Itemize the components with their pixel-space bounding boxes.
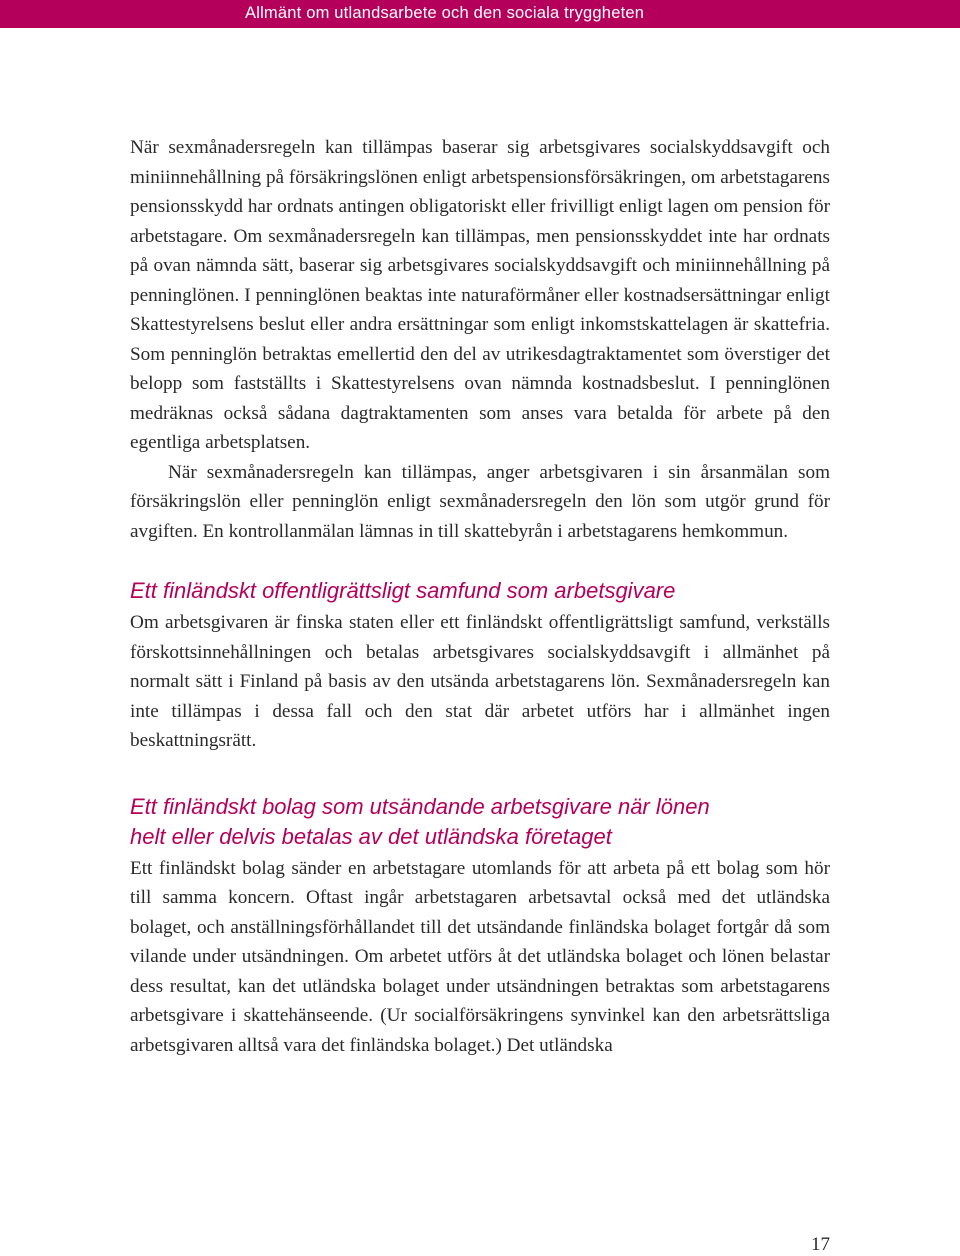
header-bar: [0, 0, 960, 28]
paragraph-finnish-company: Ett finländskt bolag sänder en arbetstagare utomlands för att arbeta på ett bolag som hör till samma koncern. Oftast ingår arbetstagaren arbetsavtal också med det utländska bolaget, och anställningsförhållandet till det utsändande finländska bolaget fortgår då som vilande under utsändningen. Om arbetet utförs åt det utländska bolaget och lönen belastar dess resultat, kan det utländska bolaget under utsändningen betraktas som arbetstagarens arbetsgivare i skattehänseende. (Ur socialförsäkringens synvinkel kan den arbetsrättsliga arbetsgivaren alltså vara det finländska bolaget.) Det utländska: [130, 857, 830, 1056]
page-content: [130, 133, 830, 1060]
paragraph-public-employer: Om arbetsgivaren är finska staten eller ett finländskt offentligrättsligt samfund, verkställs förskottsinnehållningen och betalas arbetsgivares socialskyddsavgift i allmänhet på normalt sätt i Finland på basis av den utsända arbetstagarens lön. Sexmånadersregeln kan inte tillämpas i dessa fall och den stat där arbetet utförs har i allmänhet ingen beskattningsrätt.: [130, 612, 830, 751]
section-heading-finnish-company: [130, 792, 830, 852]
section-heading-line-2: helt eller delvis betalas av det utländska företaget: [130, 823, 612, 849]
section-heading-line-1: Ett finländskt bolag som utsändande arbetsgivare när lönen: [130, 793, 710, 819]
header-title: Allmänt om utlandsarbete och den sociala tryggheten: [245, 4, 645, 22]
page-number: 17: [811, 1234, 830, 1255]
paragraph-annual-report: När sexmånadersregeln kan tillämpas, anger arbetsgivaren i sin årsanmälan som försäkringslön eller penninglön enligt sexmånadersregeln den lön som utgör grund för avgiften. En kontrollanmälan lämnas in till skattebyrån i arbetstagarens hemkommun.: [130, 461, 830, 542]
section-heading-public-employer: Ett finländskt offentligrättsligt samfund som arbetsgivare: [130, 578, 676, 603]
paragraph-social-security-basis: När sexmånadersregeln kan tillämpas baserar sig arbetsgivares socialskyddsavgift och miniinnehållning på försäkringslönen enligt arbetspensionsförsäkringen, om arbetstagarens pensionsskydd har ordnats antingen obligatoriskt eller frivilligt enligt lagen om pension för arbetstagare. Om sexmånadersregeln kan tillämpas, men pensionsskyddet inte har ordnats på ovan nämnda sätt, baserar sig arbetsgivares socialskyddsavgift och miniinnehållning på penninglönen. I penninglönen beaktas inte naturaförmåner eller kostnadsersättningar enligt Skattestyrelsens beslut eller andra ersättningar som enligt inkomstskattelagen är skattefria. Som penninglön betraktas emellertid den del av utrikesdagtraktamentet som överstiger det belopp som fastställts i Skattestyrelsens ovan nämnda kostnadsbeslut. I penninglönen medräknas också sådana dagtraktamenten som anses vara betalda för arbete på den egentliga arbetsplatsen.: [130, 137, 830, 453]
